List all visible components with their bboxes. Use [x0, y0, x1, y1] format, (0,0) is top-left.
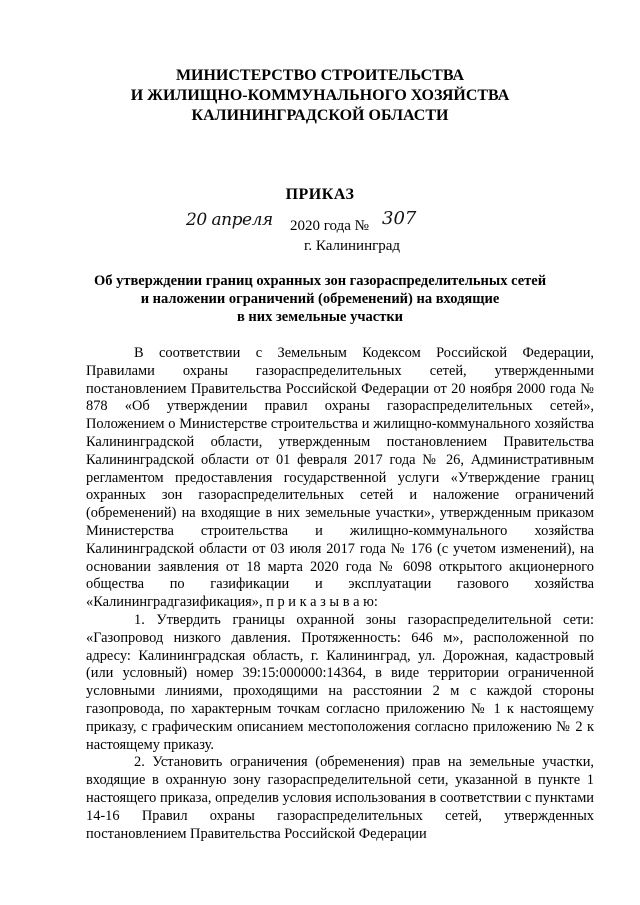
ministry-line-1: МИНИСТЕРСТВО СТРОИТЕЛЬСТВА — [175, 67, 465, 84]
order-title: ПРИКАЗ — [285, 186, 355, 203]
subject-line-3: в них земельные участки — [236, 309, 404, 325]
handwritten-number: 307 — [382, 208, 417, 229]
order-city: г. Калининград — [303, 238, 401, 254]
body-paragraph-2: 1. Утвердить границы охранной зоны газораспределительной сети: «Газопровод низкого давления. Протяженность: 646 м», расположенной по адресу: Калининградская область, г. Калининград, ул. Дорожная, кадастровый (или условный) номер 39:15:000000:14364, в виде территории ограниченной условными линиями, проходящими на расстоянии 2 м с каждой стороны газопровода, по характерным точкам согласно приложению № 1 к настоящему приказу, с графическим описанием местоположения согласно приложению № 2 к настоящему приказу. — [86, 611, 594, 753]
subject-line-1: Об утверждении границ охранных зон газораспределительных сетей — [93, 273, 547, 289]
order-subject — [0, 272, 640, 326]
order-year-text: 2020 года № — [290, 218, 369, 234]
body-paragraph-1: В соответствии с Земельным Кодексом Российской Федерации, Правилами охраны газораспределительных сетей, утвержденными постановлением Правительства Российской Федерации от 20 ноября 2000 года № 878 «Об утверждении правил охраны газораспределительных сетей», Положением о Министерстве строительства и жилищно-коммунального хозяйства Калининградской области, утвержденным постановлением Правительства Калининградской области от 01 февраля 2017 года № 26, Административным регламентом предоставления государственной услуги «Утверждение границ охранных зон газораспределительных сетей и наложение ограничений (обременений) на входящие в них земельные участки», утвержденным приказом Министерства строительства и жилищно-коммунального хозяйства Калининградской области от 03 июля 2017 года № 176 (с учетом изменений), на основании заявления от 18 марта 2020 года № 6098 открытого акционерного общества по газификации и эксплуатации газового хозяйства «Калининградгазификация», п р и к а з ы в а ю: — [86, 345, 594, 611]
ministry-line-3: КАЛИНИНГРАДСКОЙ ОБЛАСТИ — [191, 107, 449, 124]
order-body — [86, 345, 594, 843]
body-paragraph-3: 2. Установить ограничения (обременения) прав на земельные участки, входящие в охранную зону газораспределительной сети, указанной в пункте 1 настоящего приказа, определив условия использования в соответствии с пунктами 14-16 Правил охраны газораспределительных сетей, утвержденных постановлением Правительства Российской Федерации — [86, 754, 594, 842]
ministry-line-2: И ЖИЛИЩНО-КОММУНАЛЬНОГО ХОЗЯЙСТВА — [130, 87, 510, 104]
ministry-header — [0, 66, 640, 126]
order-date-line — [186, 208, 486, 238]
handwritten-date: 20 апреля — [186, 210, 273, 230]
subject-line-2: и наложении ограничений (обременений) на входящие — [140, 291, 500, 307]
